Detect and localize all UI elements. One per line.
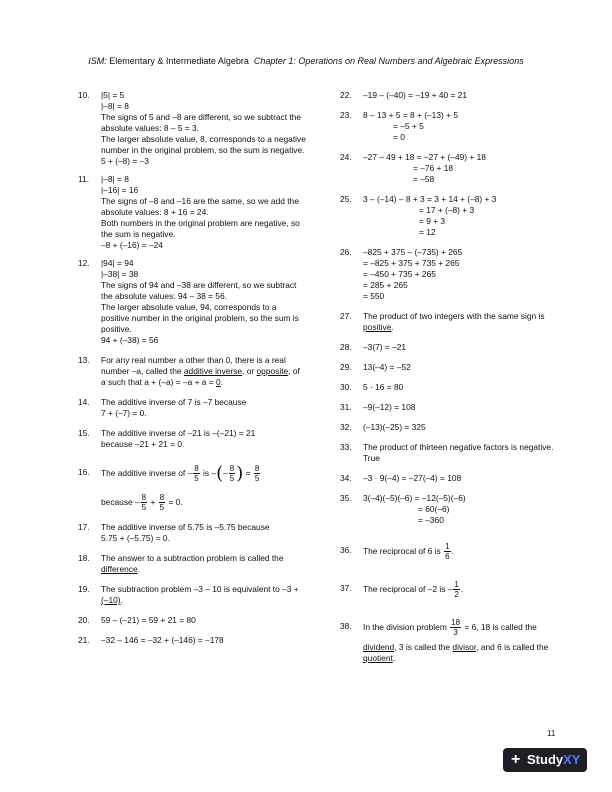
problem-number: 29. xyxy=(340,362,352,372)
answer-blank: divisor xyxy=(452,642,477,652)
line: 13(–4) = –52 xyxy=(363,362,411,372)
problem-number: 32. xyxy=(340,422,352,432)
problem-number: 20. xyxy=(78,615,90,625)
problem-number: 10. xyxy=(78,90,90,100)
text: In the division problem xyxy=(363,622,450,632)
line xyxy=(363,574,570,604)
line: 5 · 16 = 80 xyxy=(363,382,404,392)
numerator: 8 xyxy=(254,464,260,474)
numerator: 1 xyxy=(454,580,459,590)
problem-35 xyxy=(340,493,570,526)
problem-number: 18. xyxy=(78,553,90,563)
text: For any real number a other than 0, there is a real number –a, called the xyxy=(101,355,286,376)
problem-13 xyxy=(78,355,306,388)
problem-36 xyxy=(340,536,570,566)
problem-number: 16. xyxy=(78,467,90,477)
text: . xyxy=(220,377,224,387)
problem-number: 13. xyxy=(78,355,90,365)
line: |–8| = 8 xyxy=(101,174,129,184)
line: 5.75 + (–5.75) = 0. xyxy=(101,533,170,543)
line: The larger absolute value, 94, corresponds to a positive number in the original problem, so the sum is positive. xyxy=(101,302,299,334)
problem-29 xyxy=(340,362,570,373)
text: = 6, 18 is called the xyxy=(462,622,537,632)
line: |5| = 5 xyxy=(101,90,125,100)
text: . xyxy=(391,322,394,332)
problem-number: 38. xyxy=(340,621,352,631)
line: –8 + (–16) = –24 xyxy=(101,240,163,250)
line: The product of thirteen negative factors is negative. True xyxy=(363,442,554,463)
problem-19 xyxy=(78,584,306,606)
fraction xyxy=(444,542,450,561)
studyxy-logo xyxy=(503,748,587,772)
denominator: 5 xyxy=(159,503,165,513)
denominator: 6 xyxy=(445,552,450,562)
line: –825 + 375 – (–735) + 265 xyxy=(363,247,463,257)
text: because xyxy=(101,497,135,507)
header-title: Elementary & Intermediate Algebra xyxy=(106,56,249,66)
line: |–8| = 8 xyxy=(101,101,129,111)
problem-37 xyxy=(340,574,570,604)
line: 3 – (–14) – 8 + 3 = 3 + 14 + (–8) + 3 xyxy=(363,194,497,204)
answer-blank: additive inverse xyxy=(183,366,243,376)
fraction xyxy=(453,580,459,599)
line: |–38| = 38 xyxy=(101,269,139,279)
problem-number: 35. xyxy=(340,493,352,503)
problem-26 xyxy=(340,247,570,302)
problem-number: 17. xyxy=(78,522,90,532)
problem-18 xyxy=(78,553,306,575)
line: = –825 + 375 + 735 + 265 xyxy=(363,258,460,268)
denominator: 5 xyxy=(194,474,199,484)
fraction xyxy=(141,493,147,512)
problem-number: 33. xyxy=(340,442,352,452)
line: = 0 xyxy=(393,132,405,142)
text: is xyxy=(200,468,212,478)
problem-31 xyxy=(340,402,570,413)
text: The reciprocal of –2 is – xyxy=(363,584,453,594)
answer-blank: difference xyxy=(101,564,138,574)
problem-21 xyxy=(78,635,306,646)
denominator: 2 xyxy=(454,590,459,600)
text: The answer to a subtraction problem is called the xyxy=(101,553,284,563)
numerator: 8 xyxy=(194,464,199,474)
fraction xyxy=(254,464,260,483)
problem-33 xyxy=(340,442,570,464)
line: = –58 xyxy=(413,174,435,184)
paren: ) xyxy=(236,462,244,484)
fraction xyxy=(159,493,165,512)
problem-number: 34. xyxy=(340,473,352,483)
problem-number: 31. xyxy=(340,402,352,412)
problem-number: 14. xyxy=(78,397,90,407)
text: – xyxy=(211,468,217,478)
problem-number: 26. xyxy=(340,247,352,257)
text: . xyxy=(451,546,454,556)
line: Both numbers in the original problem are negative, so the sum is negative. xyxy=(101,218,300,239)
left-column xyxy=(78,90,306,646)
problem-27 xyxy=(340,311,570,333)
problem-38 xyxy=(340,612,570,664)
line: 3(–4)(–5)(–6) = –12(–5)(–6) xyxy=(363,493,466,503)
line: (–13)(–25) = 325 xyxy=(363,422,426,432)
line: = 550 xyxy=(363,291,385,301)
problem-number: 23. xyxy=(340,110,352,120)
denominator: 3 xyxy=(453,628,458,638)
line: The larger absolute value, 8, corresponds to a negative number in the original problem, so the sum is negative. xyxy=(101,134,306,155)
line xyxy=(101,488,306,516)
text: , of a such that a + (–a) = –a + a = xyxy=(101,366,300,387)
problem-30 xyxy=(340,382,570,393)
problem-32 xyxy=(340,422,570,433)
text: . xyxy=(137,564,140,574)
problem-24 xyxy=(340,152,570,185)
line: = 17 + (–8) + 3 xyxy=(419,205,475,215)
logo-word: Study xyxy=(527,752,564,767)
line: The signs of 5 and –8 are different, so we subtract the absolute values: 8 – 5 = 3. xyxy=(101,112,302,133)
problem-number: 12. xyxy=(78,258,90,268)
line: The additive inverse of –21 is –(–21) = 21 xyxy=(101,428,256,438)
problem-17 xyxy=(78,522,306,544)
line: –3 · 9(–4) = –27(–4) = 108 xyxy=(363,473,462,483)
line: = –76 + 18 xyxy=(413,163,454,173)
problem-text xyxy=(101,355,306,388)
problem-number: 37. xyxy=(340,583,352,593)
line: 94 + (–38) = 56 xyxy=(101,335,159,345)
text: The subtraction problem –3 – 10 is equivalent to –3 + xyxy=(101,584,299,594)
line: –3(7) = –21 xyxy=(363,342,407,352)
line: –19 – (–40) = –19 + 40 = 21 xyxy=(363,90,468,100)
line: because –21 + 21 = 0. xyxy=(101,439,185,449)
problem-number: 28. xyxy=(340,342,352,352)
denominator: 5 xyxy=(254,474,260,484)
line: –32 – 146 = –32 + (–146) = –178 xyxy=(101,635,224,645)
logo-accent: XY xyxy=(563,752,581,767)
text: . xyxy=(460,584,464,594)
text: . xyxy=(120,595,123,605)
line: |94| = 94 xyxy=(101,258,134,268)
line: –27 – 49 + 18 = –27 + (–49) + 18 xyxy=(363,152,486,162)
text: – xyxy=(223,468,228,478)
problem-28 xyxy=(340,342,570,353)
line xyxy=(363,612,570,642)
line: The additive inverse of 7 is –7 because xyxy=(101,397,247,407)
text: . xyxy=(392,653,396,663)
line: The signs of –8 and –16 are the same, so we add the absolute values: 8 + 16 = 24. xyxy=(101,196,299,217)
problem-text xyxy=(101,553,306,575)
fraction xyxy=(450,618,461,637)
text: – xyxy=(187,468,193,478)
line xyxy=(101,458,306,488)
answer-blank: positive xyxy=(363,322,392,332)
page-header xyxy=(0,56,612,67)
text: , and 6 is called the xyxy=(476,642,549,652)
text: The additive inverse of xyxy=(101,468,188,478)
problem-number: 11. xyxy=(78,174,90,184)
line: = 285 + 265 xyxy=(363,280,408,290)
line xyxy=(363,536,570,566)
line: = –360 xyxy=(418,515,444,525)
page-number: 11 xyxy=(547,729,556,738)
problem-number: 25. xyxy=(340,194,352,204)
denominator: 5 xyxy=(229,474,235,484)
line: = 60(–6) xyxy=(418,504,450,514)
text: + xyxy=(148,497,158,507)
numerator: 18 xyxy=(451,618,461,628)
right-column xyxy=(340,90,570,664)
line: The additive inverse of 5.75 is –5.75 because xyxy=(101,522,270,532)
text: The product of two integers with the same sign is xyxy=(363,311,545,321)
problem-25 xyxy=(340,194,570,238)
line: = 9 + 3 xyxy=(419,216,446,226)
problem-number: 19. xyxy=(78,584,90,594)
problem-number: 36. xyxy=(340,545,352,555)
text: The reciprocal of 6 is xyxy=(363,546,444,556)
problem-number: 30. xyxy=(340,382,352,392)
numerator: 8 xyxy=(229,464,235,474)
line: 59 – (–21) = 59 + 21 = 80 xyxy=(101,615,196,625)
answer-blank: 0 xyxy=(216,377,221,387)
text: , or xyxy=(242,366,257,376)
answer-blank: quotient xyxy=(363,653,393,663)
fraction xyxy=(229,464,235,483)
problem-16 xyxy=(78,458,306,516)
plus-icon: + xyxy=(511,751,521,768)
problem-number: 27. xyxy=(340,311,352,321)
problem-22 xyxy=(340,90,570,101)
denominator: 5 xyxy=(141,503,147,513)
line: 5 + (–8) = –3 xyxy=(101,156,149,166)
text: – xyxy=(135,497,140,507)
problem-number: 21. xyxy=(78,635,90,645)
line: = –5 + 5 xyxy=(393,121,424,131)
problem-number: 15. xyxy=(78,428,90,438)
problem-12 xyxy=(78,258,306,346)
answer-blank: opposite xyxy=(256,366,289,376)
fraction xyxy=(193,464,199,483)
text: = xyxy=(243,468,253,478)
problem-15 xyxy=(78,428,306,450)
line: –9(–12) = 108 xyxy=(363,402,416,412)
line: |–16| = 16 xyxy=(101,185,139,195)
line: = 12 xyxy=(419,227,436,237)
problem-text xyxy=(363,642,570,664)
paren: ( xyxy=(216,462,224,484)
logo-text xyxy=(527,748,580,772)
problem-11 xyxy=(78,174,306,251)
text: = 0. xyxy=(166,497,183,507)
problem-14 xyxy=(78,397,306,419)
numerator: 1 xyxy=(445,542,450,552)
numerator: 8 xyxy=(159,493,165,503)
numerator: 8 xyxy=(141,493,147,503)
answer-blank: dividend xyxy=(363,642,395,652)
header-chapter: Chapter 1: Operations on Real Numbers and Algebraic Expressions xyxy=(253,56,524,66)
line: 7 + (–7) = 0. xyxy=(101,408,147,418)
answer-blank: (–10) xyxy=(101,595,121,605)
line: = –450 + 735 + 265 xyxy=(363,269,436,279)
text: , 3 is called the xyxy=(394,642,453,652)
problem-text xyxy=(363,311,570,333)
problem-34 xyxy=(340,473,570,484)
problem-number: 22. xyxy=(340,90,352,100)
problem-10 xyxy=(78,90,306,167)
problem-23 xyxy=(340,110,570,143)
line: The signs of 94 and –38 are different, so we subtract the absolute values: 94 – 38 = 56. xyxy=(101,280,297,301)
line: 8 – 13 + 5 = 8 + (–13) + 5 xyxy=(363,110,458,120)
problem-text xyxy=(101,584,306,606)
header-book: ISM: xyxy=(88,56,107,66)
problem-number: 24. xyxy=(340,152,352,162)
problem-20 xyxy=(78,615,306,626)
